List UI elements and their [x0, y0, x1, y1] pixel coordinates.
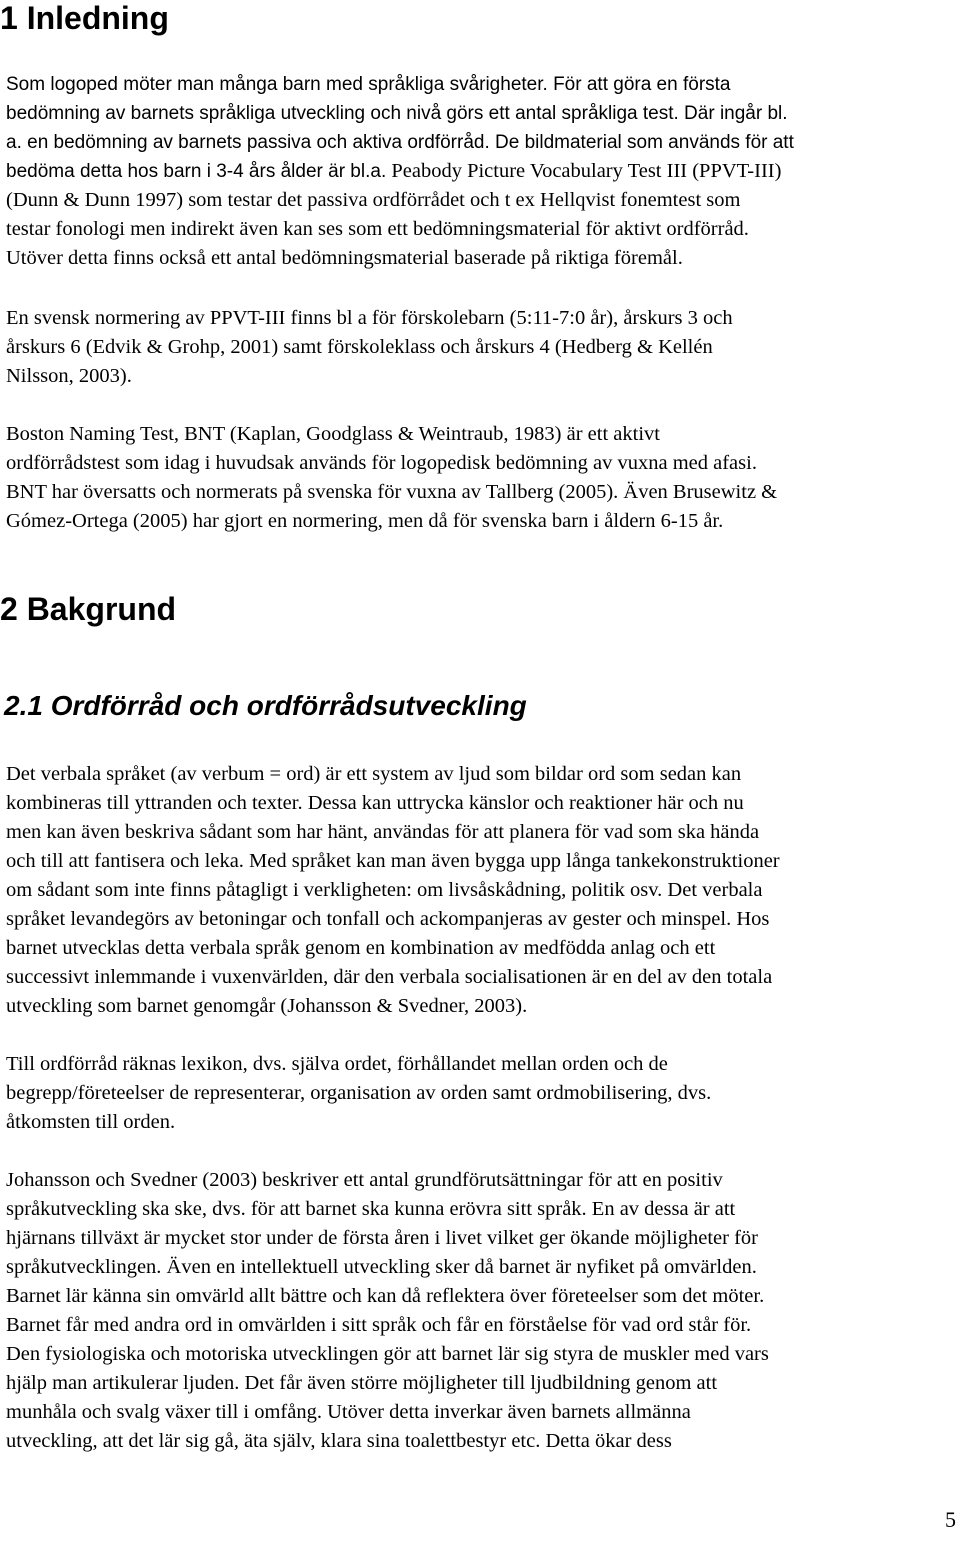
text-line: testar fonologi men indirekt även kan ses som ett bedömningsmaterial för aktivt ordförråd.	[6, 218, 749, 240]
text-line: Barnet får med andra ord in omvärlden i sitt språk och får en förståelse för vad ord står för.	[6, 1314, 752, 1336]
text-segment-serif: Peabody Picture Vocabulary Test III (PPVT-III)	[386, 160, 782, 182]
text-line: åtkomsten till orden.	[6, 1111, 176, 1133]
paragraph-prerequisites	[6, 1166, 960, 1456]
paragraph-ppvt-norming	[6, 304, 960, 391]
text-line: begrepp/företeelser de representerar, organisation av orden samt ordmobilisering, dvs.	[6, 1082, 712, 1104]
text-line: språkutvecklingen. Även en intellektuell utveckling sker då barnet är nyfiket på omvärlden.	[6, 1256, 757, 1278]
text-line: Som logoped möter man många barn med språkliga svårigheter. För att göra en första	[6, 74, 731, 95]
text-line: språket levandegörs av betoningar och tonfall och ackompanjeras av gester och minspel. Hos	[6, 908, 770, 930]
paragraph-lexicon	[6, 1050, 960, 1137]
text-line: språkutveckling ska ske, dvs. för att barnet ska kunna erövra sitt språk. En av dessa är att	[6, 1198, 736, 1220]
text-line: Barnet lär känna sin omvärld allt bättre och kan då reflektera över företeelser som det möter.	[6, 1285, 765, 1307]
text-line: Johansson och Svedner (2003) beskriver ett antal grundförutsättningar för att en positiv	[6, 1169, 723, 1191]
text-line: och till att fantisera och leka. Med språket kan man även bygga upp långa tankekonstruktioner	[6, 850, 780, 872]
text-line: Nilsson, 2003).	[6, 365, 132, 387]
text-line: En svensk normering av PPVT-III finns bl a för förskolebarn (5:11-7:0 år), årskurs 3 och	[6, 307, 733, 329]
text-line: Till ordförråd räknas lexikon, dvs. själva ordet, förhållandet mellan orden och de	[6, 1053, 668, 1075]
text-line: a. en bedömning av barnets passiva och aktiva ordförråd. De bildmaterial som används för att	[6, 132, 794, 153]
text-line: hjälp man artikulerar ljuden. Det får även större möjligheter till ljudbildning genom att	[6, 1372, 718, 1394]
text-line: munhåla och svalg växer till i omfång. Utöver detta inverkar även barnets allmänna	[6, 1401, 691, 1423]
text-line: barnet utvecklas detta verbala språk genom en kombination av medfödda anlag och ett	[6, 937, 716, 959]
text-line: Den fysiologiska och motoriska utvecklingen gör att barnet lär sig styra de muskler med vars	[6, 1343, 769, 1365]
text-line: om sådant som inte finns påtagligt i verkligheten: om livsåskådning, politik osv. Det verbala	[6, 879, 763, 901]
text-line: BNT har översatts och normerats på svenska för vuxna av Tallberg (2005). Även Brusewitz &	[6, 481, 778, 503]
text-line: Gómez-Ortega (2005) har gjort en normering, men då för svenska barn i åldern 6-15 år.	[6, 510, 724, 532]
text-line: årskurs 6 (Edvik & Grohp, 2001) samt förskoleklass och årskurs 4 (Hedberg & Kellén	[6, 336, 713, 358]
text-line: bedömning av barnets språkliga utveckling och nivå görs ett antal språkliga test. Där ingår bl.	[6, 103, 788, 124]
heading-bakgrund: 2 Bakgrund	[0, 591, 177, 627]
text-line: utveckling som barnet genomgår (Johansson & Svedner, 2003).	[6, 995, 528, 1017]
text-line: (Dunn & Dunn 1997) som testar det passiva ordförrådet och t ex Hellqvist fonemtest som	[6, 189, 741, 211]
text-line: Det verbala språket (av verbum = ord) är ett system av ljud som bildar ord som sedan kan	[6, 763, 742, 785]
text-line: Boston Naming Test, BNT (Kaplan, Goodglass & Weintraub, 1983) är ett aktivt	[6, 423, 660, 445]
text-line: kombineras till yttranden och texter. Dessa kan uttrycka känslor och reaktioner här och nu	[6, 792, 744, 814]
paragraph-intro	[6, 70, 960, 273]
text-line-mixed	[6, 157, 960, 186]
text-line: hjärnans tillväxt är mycket stor under de första åren i livet vilket ger ökande möjligheter för	[6, 1227, 758, 1249]
text-line: ordförrådstest som idag i huvudsak används för logopedisk bedömning av vuxna med afasi.	[6, 452, 757, 474]
text-line: Utöver detta finns också ett antal bedömningsmaterial baserade på riktiga föremål.	[6, 247, 683, 269]
text-segment-sans: bedöma detta hos barn i 3-4 års ålder är bl.a.	[6, 161, 387, 182]
text-line: utveckling, att det lär sig gå, äta själv, klara sina toalettbestyr etc. Detta ökar dess	[6, 1430, 672, 1452]
text-line: men kan även beskriva sådant som har hänt, användas för att planera för vad som ska hända	[6, 821, 760, 843]
page-number: 5	[945, 1507, 956, 1532]
paragraph-verbal-language	[6, 760, 960, 1021]
heading-inledning: 1 Inledning	[0, 0, 169, 36]
heading-ordforrad: 2.1 Ordförråd och ordförrådsutveckling	[4, 690, 527, 721]
paragraph-bnt	[6, 420, 960, 536]
text-line: successivt inlemmande i vuxenvärlden, där den verbala socialisationen är en del av den totala	[6, 966, 773, 988]
